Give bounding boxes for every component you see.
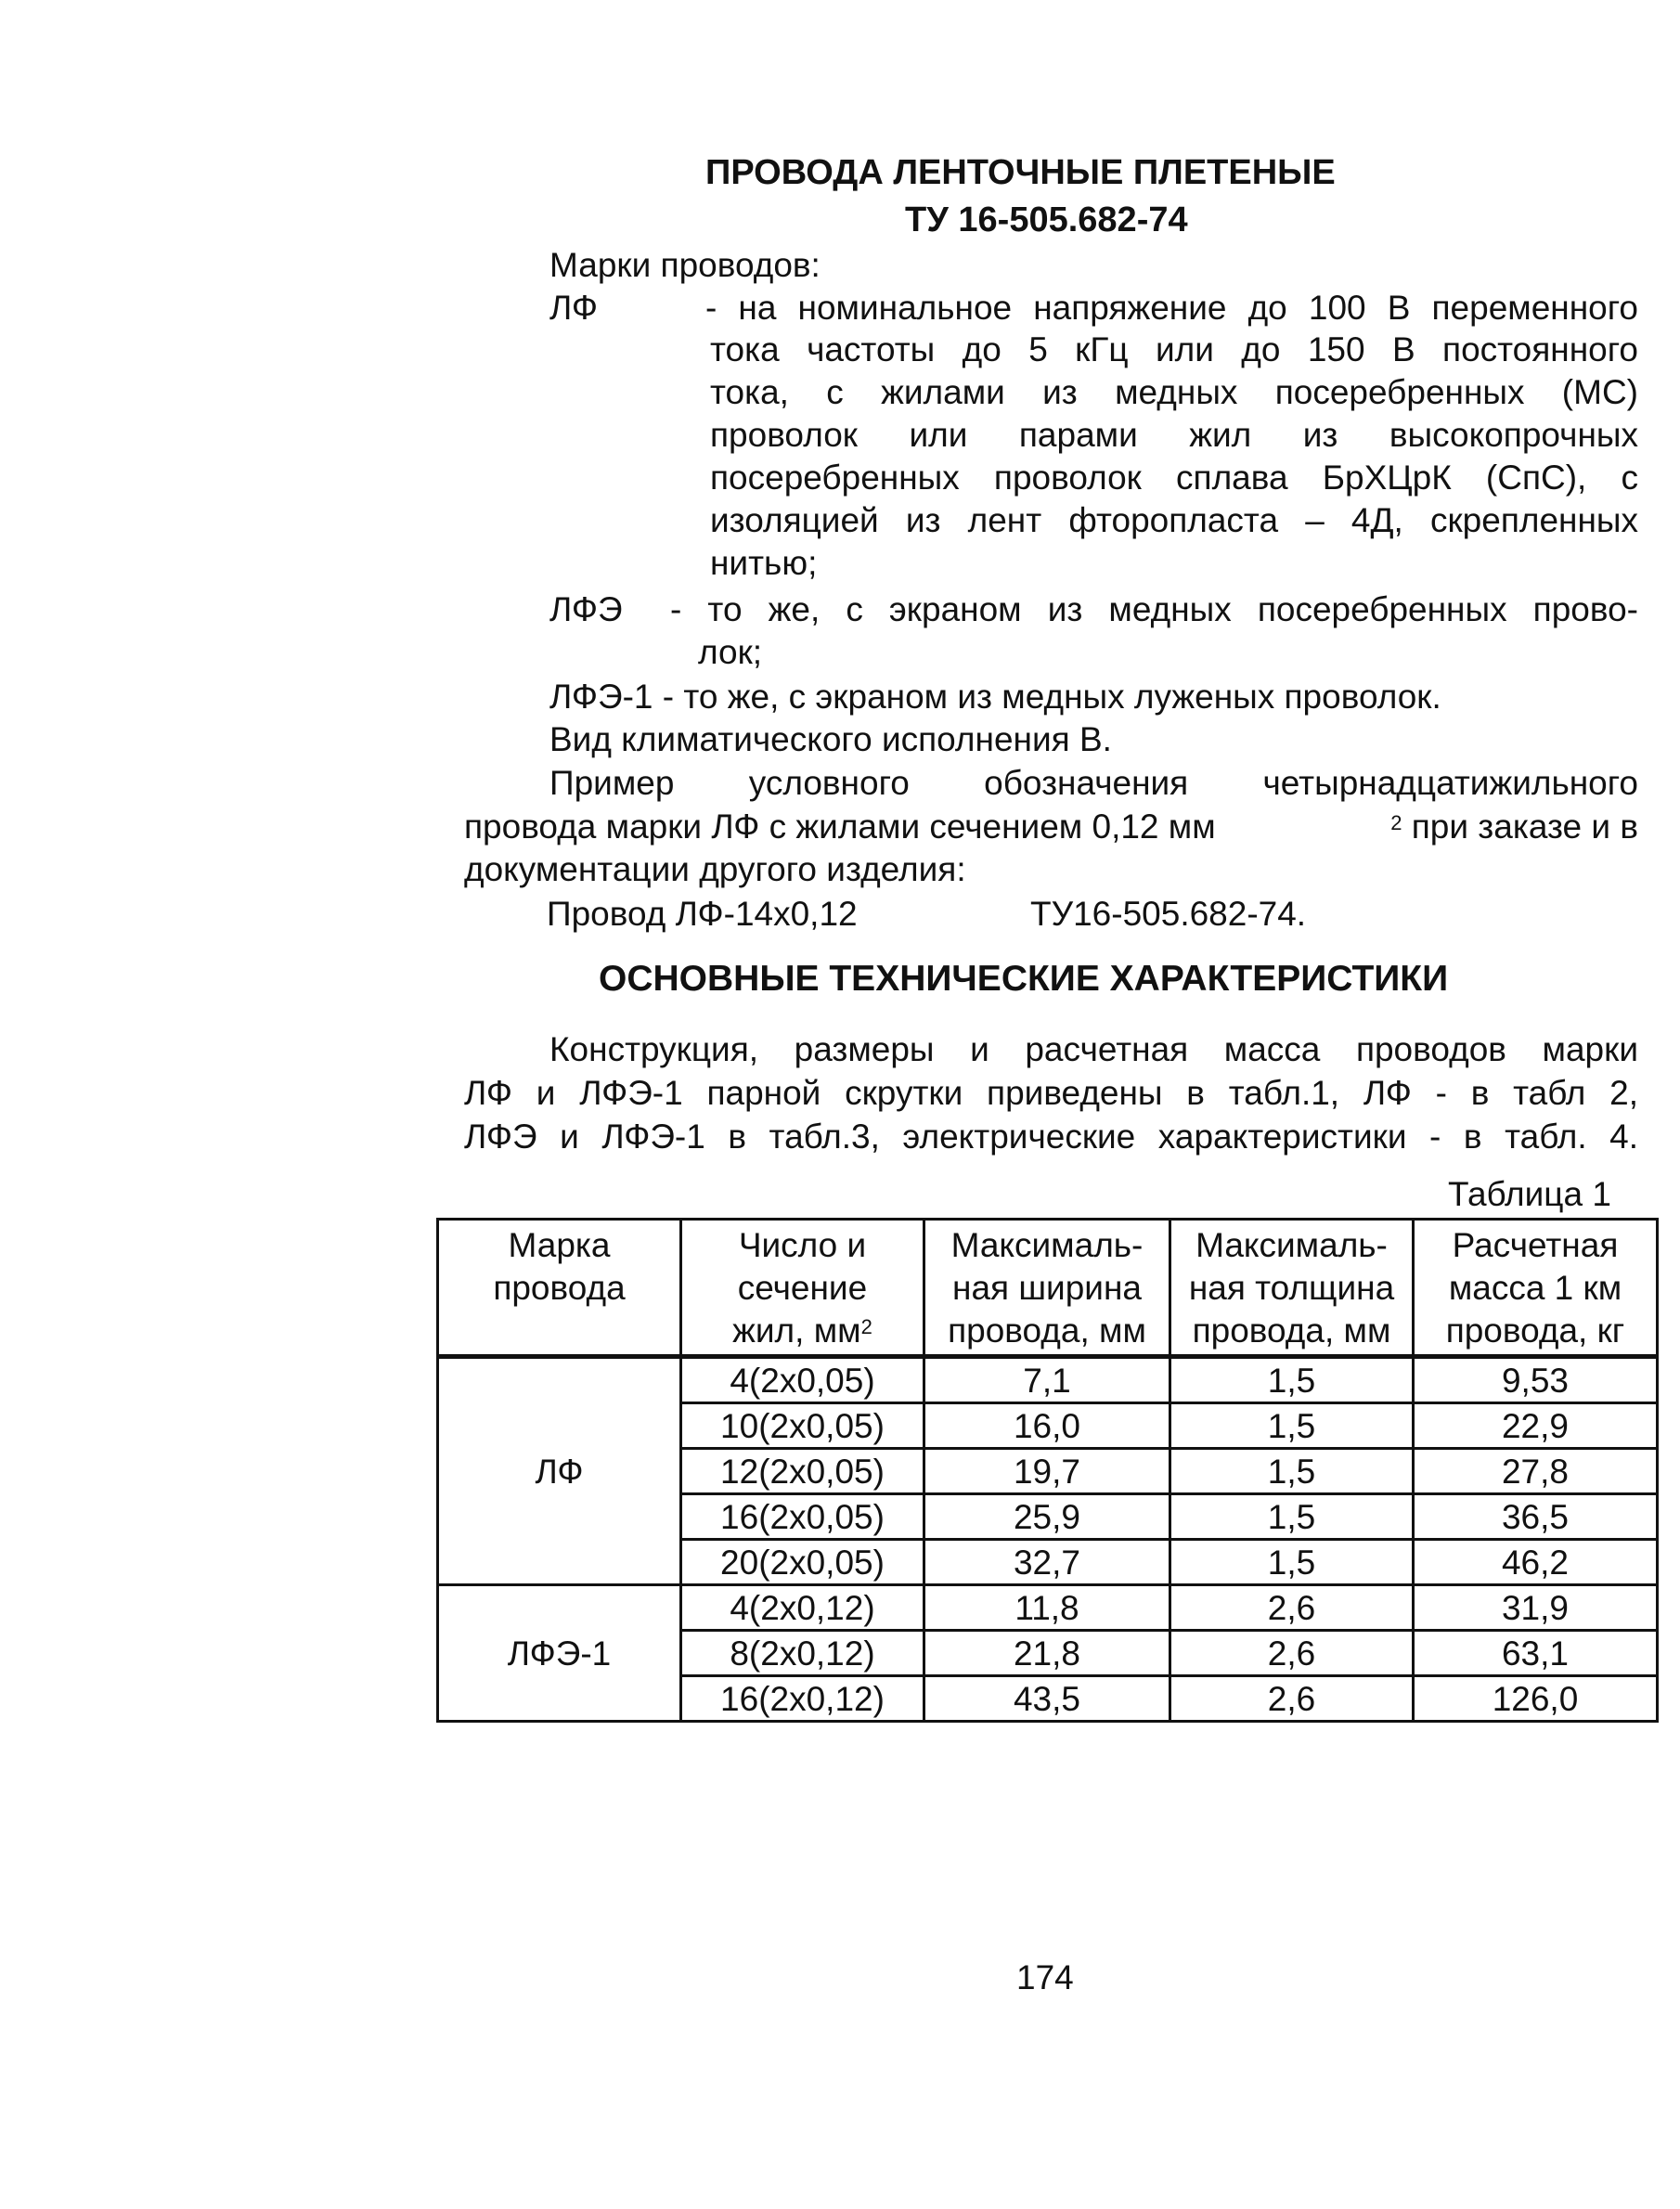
brand-desc-lfe-line: - то же, с экраном из медных посеребренных прово- (670, 590, 1638, 628)
table-cell: 32,7 (924, 1540, 1170, 1585)
example-designation: Провод ЛФ-14х0,12 (547, 895, 858, 933)
example-line (464, 806, 1638, 847)
table-cell: 1,5 (1170, 1403, 1414, 1449)
brand-cell: ЛФ (438, 1357, 681, 1585)
table-cell: 16(2х0,05) (681, 1494, 924, 1540)
table-cell: 16(2х0,12) (681, 1676, 924, 1722)
header-line: провода (493, 1269, 626, 1307)
table-cell: 43,5 (924, 1676, 1170, 1722)
table-cell: 16,0 (924, 1403, 1170, 1449)
table-cell: 2,6 (1170, 1585, 1414, 1631)
example-line-part: при заказе и в (1402, 807, 1638, 846)
table-cell: 1,5 (1170, 1449, 1414, 1494)
table-cell: 4(2х0,05) (681, 1357, 924, 1403)
brand-desc-lf-line: проволок или парами жил из высокопрочных (710, 416, 1638, 454)
header-line: провода, мм (948, 1311, 1146, 1350)
table-cell: 31,9 (1414, 1585, 1658, 1631)
brand-desc-lfe-line: лок; (698, 633, 763, 671)
section-paragraph-line: ЛФЭ и ЛФЭ-1 в табл.3, электрические характеристики - в табл. 4. (464, 1117, 1638, 1156)
example-line-part (1390, 806, 1638, 847)
header-line: Максималь- (1195, 1226, 1388, 1264)
brand-code-lfe: ЛФЭ (549, 590, 623, 628)
specs-table (436, 1218, 1659, 1723)
table-cell: 36,5 (1414, 1494, 1658, 1540)
table-cell: 1,5 (1170, 1494, 1414, 1540)
document-standard: ТУ 16-505.682-74 (905, 200, 1188, 239)
brands-heading: Марки проводов: (549, 246, 821, 284)
header-cell-cores (681, 1220, 924, 1357)
climate-line: Вид климатического исполнения В. (549, 720, 1112, 758)
header-line: масса 1 км (1448, 1269, 1622, 1307)
brand-desc-lf-line: нитью; (710, 544, 818, 582)
table-cell: 1,5 (1170, 1357, 1414, 1403)
table-row (438, 1357, 1658, 1403)
table-cell: 126,0 (1414, 1676, 1658, 1722)
header-line (445, 1310, 674, 1352)
table-cell: 8(2х0,12) (681, 1631, 924, 1676)
header-line: ная ширина (952, 1269, 1142, 1307)
example-tu: ТУ16-505.682-74. (1030, 895, 1307, 933)
page-number: 174 (1016, 1958, 1074, 1996)
table-cell: 19,7 (924, 1449, 1170, 1494)
table-cell: 2,6 (1170, 1631, 1414, 1676)
header-line: Расчетная (1452, 1226, 1619, 1264)
brand-cell: ЛФЭ-1 (438, 1585, 681, 1722)
header-line: сечение (737, 1269, 868, 1307)
table-cell: 22,9 (1414, 1403, 1658, 1449)
example-line: Пример условного обозначения четырнадцатижильного (549, 764, 1638, 802)
superscript: 2 (860, 1315, 872, 1338)
header-line: провода, мм (1192, 1311, 1391, 1350)
brand-desc-lf-line: посеребренных проволок сплава БрХЦрК (СпС), с (710, 459, 1638, 497)
table-cell: 9,53 (1414, 1357, 1658, 1403)
table-cell: 46,2 (1414, 1540, 1658, 1585)
header-cell-thickness (1170, 1220, 1414, 1357)
table-cell: 7,1 (924, 1357, 1170, 1403)
header-line: Число и (738, 1226, 867, 1264)
example-line: документации другого изделия: (464, 850, 966, 888)
header-line: провода, кг (1445, 1311, 1625, 1350)
document-title: ПРОВОДА ЛЕНТОЧНЫЕ ПЛЕТЕНЫЕ (705, 153, 1336, 192)
brand-code-lf: ЛФ (549, 289, 598, 327)
table-cell: 2,6 (1170, 1676, 1414, 1722)
header-line: ная толщина (1188, 1269, 1395, 1307)
table-header-row (438, 1220, 1658, 1357)
example-line-part: провода марки ЛФ с жилами сечением 0,12 мм (464, 807, 1216, 846)
brand-desc-lf-line: изоляцией из лент фторопласта – 4Д, скрепленных (710, 501, 1638, 539)
table-cell: 11,8 (924, 1585, 1170, 1631)
table-cell: 1,5 (1170, 1540, 1414, 1585)
table-cell: 20(2х0,05) (681, 1540, 924, 1585)
table-caption: Таблица 1 (1448, 1175, 1611, 1213)
table-cell: 4(2х0,12) (681, 1585, 924, 1631)
header-line-text: жил, мм (732, 1311, 861, 1350)
table-cell: 21,8 (924, 1631, 1170, 1676)
header-line (688, 1310, 917, 1352)
header-cell-brand (438, 1220, 681, 1357)
brand-desc-lf-line: - на номинальное напряжение до 100 В переменного (705, 289, 1638, 327)
table-cell: 10(2х0,05) (681, 1403, 924, 1449)
section-title: ОСНОВНЫЕ ТЕХНИЧЕСКИЕ ХАРАКТЕРИСТИКИ (599, 959, 1449, 999)
header-line: Максималь- (950, 1226, 1144, 1264)
table-cell: 27,8 (1414, 1449, 1658, 1494)
table-cell: 25,9 (924, 1494, 1170, 1540)
table-cell: 63,1 (1414, 1631, 1658, 1676)
superscript: 2 (1390, 811, 1402, 834)
section-paragraph-line: Конструкция, размеры и расчетная масса проводов марки (549, 1030, 1638, 1068)
brand-desc-lf-line: тока частоты до 5 кГц или до 150 В постоянного (710, 330, 1638, 368)
section-paragraph-line: ЛФ и ЛФЭ-1 парной скрутки приведены в табл.1, ЛФ - в табл 2, (464, 1074, 1638, 1112)
header-cell-mass (1414, 1220, 1658, 1357)
header-cell-width (924, 1220, 1170, 1357)
table-cell: 12(2х0,05) (681, 1449, 924, 1494)
header-line: Марка (508, 1226, 611, 1264)
brand-desc-lf-line: тока, с жилами из медных посеребренных (МС) (710, 373, 1638, 411)
table-row (438, 1585, 1658, 1631)
brand-lfe1-line: ЛФЭ-1 - то же, с экраном из медных луженых проволок. (549, 678, 1441, 716)
